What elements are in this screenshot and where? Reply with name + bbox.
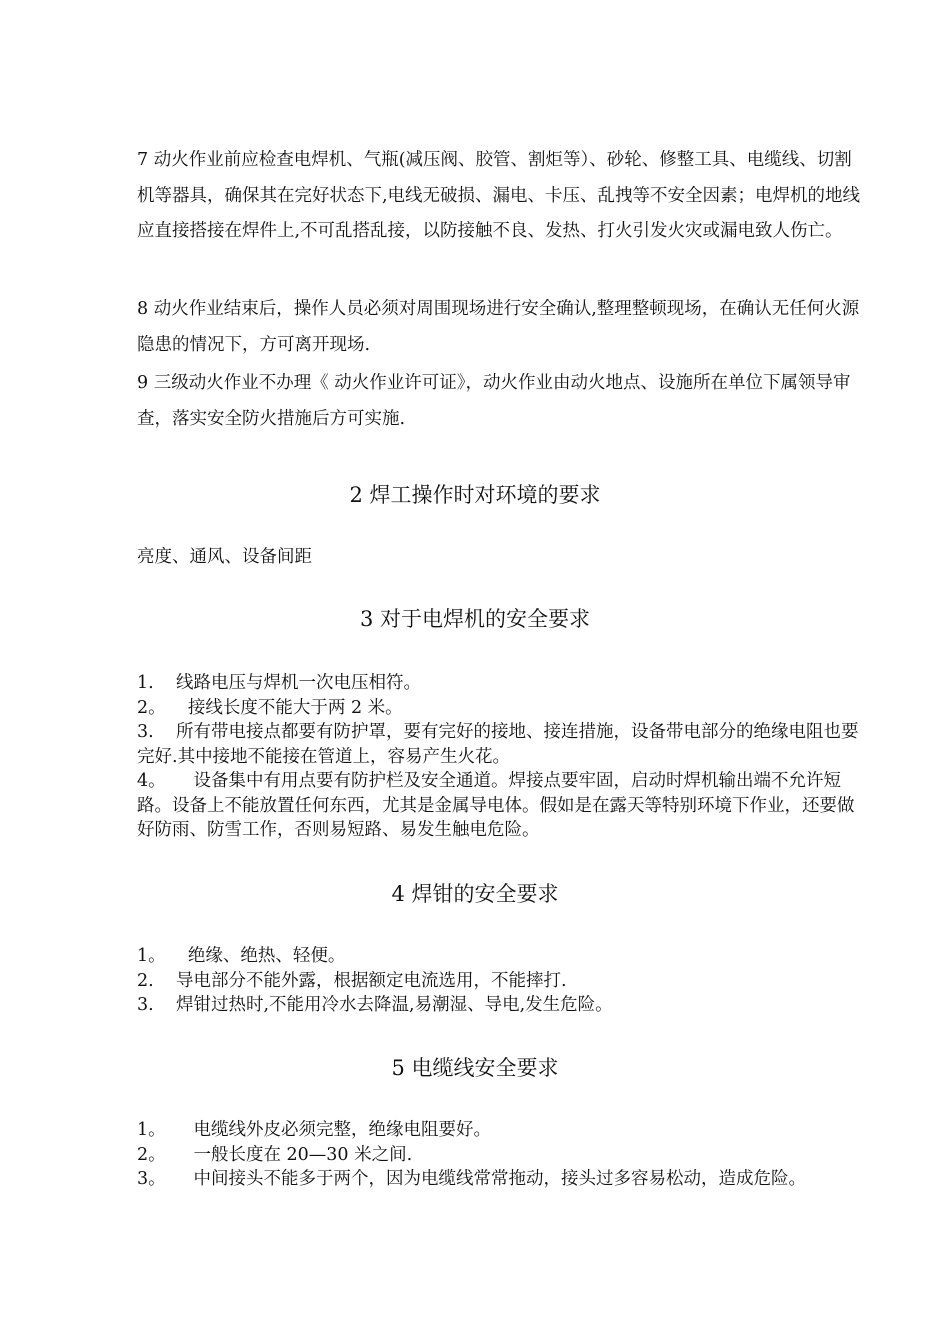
- list-item-text: 绝缘、绝热、轻便。: [187, 946, 346, 966]
- list-item-spacer: [166, 1145, 194, 1165]
- list-item-spacer: [166, 946, 188, 966]
- list-item-text: 导电部分不能外露，根据额定电流选用，不能摔打.: [175, 970, 567, 991]
- list-item-text: 所有带电接点都要有防护罩，要有完好的接地、接连措施，设备带电部分的绝缘电阻也要完好.其中接地不能接在管道上，容易产生火花。: [137, 722, 859, 767]
- list-item-text: 线路电压与焊机一次电压相符。: [175, 673, 421, 693]
- list-item-number: 3。: [137, 1169, 166, 1189]
- list-item-spacer: [166, 1169, 194, 1189]
- paragraph-item-9: 9 三级动火作业不办理《 动火作业许可证》，动火作业由动火地点、设施所在单位下属领导审查，落实安全防火措施后方可实施.: [137, 373, 851, 429]
- list-item-text: 一般长度在 20—30 米之间.: [193, 1144, 413, 1165]
- list-item-number: 1。: [137, 1120, 166, 1140]
- section-4-heading: 4 焊钳的安全要求: [391, 882, 559, 906]
- section-3-list: [137, 671, 867, 843]
- list-item-spacer: [154, 673, 176, 693]
- list-item: [137, 671, 867, 696]
- list-item-number: 2。: [137, 1144, 166, 1165]
- list-item: [137, 969, 867, 994]
- list-item-spacer: [166, 771, 194, 791]
- list-item-text: 电缆线外皮必须完整，绝缘电阻要好。: [193, 1120, 491, 1140]
- paragraph-item-8: 8 动火作业结束后，操作人员必须对周围现场进行安全确认,整理整顿现场，在确认无任何火源隐患的情况下，方可离开现场.: [137, 299, 860, 355]
- list-item-spacer: [154, 722, 176, 742]
- list-item: [137, 720, 867, 769]
- list-item-number: 2。: [137, 697, 166, 718]
- list-item-text: 设备集中有用点要有防护栏及安全通道。焊接点要牢固，启动时焊机输出端不允许短路。设备上不能放置任何东西，尤其是金属导电体。假如是在露天等特别环境下作业，还要做好防雨、防雪工作，否则易短路、易发生触电危险。: [137, 771, 855, 840]
- section-2-heading: 2 焊工操作时对环境的要求: [349, 483, 601, 507]
- list-item-text: 中间接头不能多于两个，因为电缆线常常拖动，接头过多容易松动，造成危险。: [193, 1169, 806, 1189]
- section-4-list: [137, 944, 867, 1018]
- list-item-spacer: [154, 995, 176, 1015]
- list-item-spacer: [166, 1120, 194, 1140]
- list-item-text: 焊钳过热时,不能用冷水去降温,易潮湿、导电,发生危险。: [175, 995, 613, 1015]
- list-item-text: 接线长度不能大于两 2 米。: [187, 697, 403, 718]
- list-item-number: 3.: [137, 722, 154, 742]
- section-5-heading: 5 电缆线安全要求: [391, 1056, 559, 1080]
- list-item-number: 4。: [137, 771, 166, 791]
- list-item-spacer: [154, 971, 176, 991]
- list-item: [137, 944, 867, 969]
- section-3-heading: 3 对于电焊机的安全要求: [359, 607, 591, 631]
- list-item: [137, 769, 867, 843]
- list-item-number: 1。: [137, 946, 166, 966]
- list-item-spacer: [166, 698, 188, 718]
- list-item: [137, 1143, 867, 1168]
- list-item-number: 1.: [137, 673, 154, 693]
- list-item: [137, 993, 867, 1018]
- list-item: [137, 696, 867, 721]
- list-item: [137, 1118, 867, 1143]
- paragraph-item-7: 7 动火作业前应检查电焊机、气瓶(减压阀、胶管、割炬等）、砂轮、修整工具、电缆线、切割机等器具，确保其在完好状态下,电线无破损、漏电、卡压、乱拽等不安全因素；电焊机的地线应直接搭接在焊件上,不可乱搭乱接，以防接触不良、发热、打火引发火灾或漏电致人伤亡。: [137, 150, 861, 241]
- list-item-number: 3.: [137, 995, 154, 1015]
- list-item: [137, 1167, 867, 1192]
- section-2-body: 亮度、通风、设备间距: [137, 547, 312, 567]
- section-5-list: [137, 1118, 867, 1192]
- list-item-number: 2.: [137, 970, 154, 991]
